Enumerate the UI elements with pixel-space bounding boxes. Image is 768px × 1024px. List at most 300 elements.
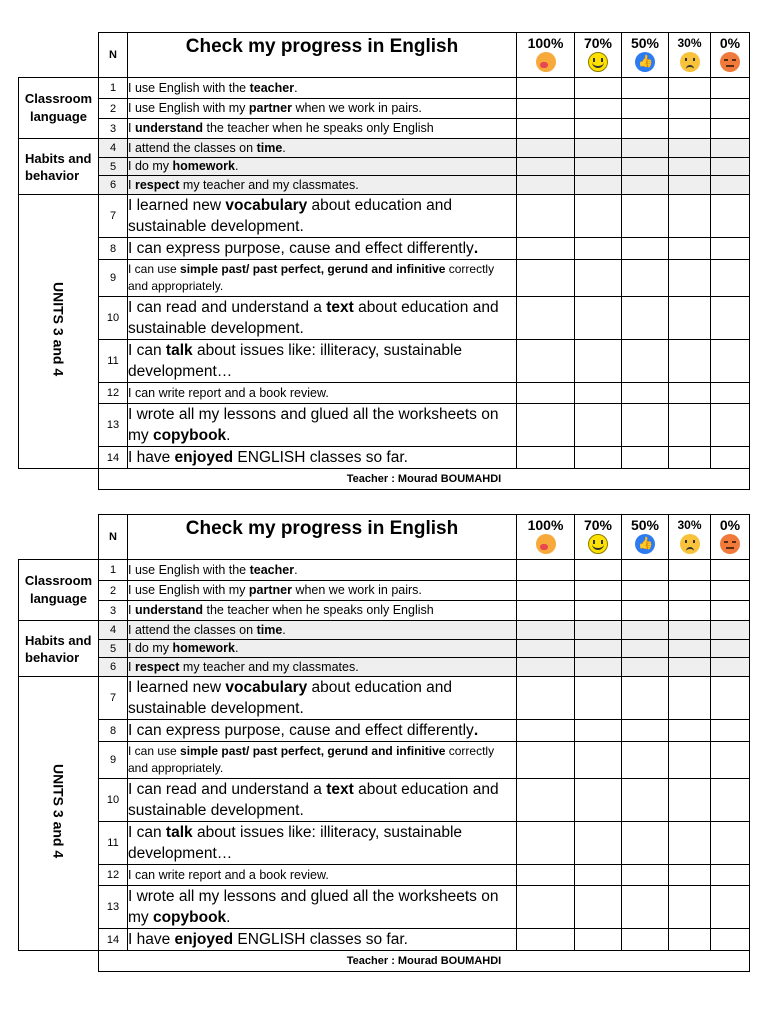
item-statement <box>128 886 517 929</box>
rating-checkbox[interactable] <box>622 601 669 621</box>
item-number: 6 <box>99 658 128 677</box>
rating-checkbox[interactable] <box>669 176 711 195</box>
item-number: 11 <box>99 340 128 383</box>
rating-checkbox[interactable] <box>622 658 669 677</box>
rating-checkbox[interactable] <box>669 560 711 581</box>
statement-keyword: simple past/ past perfect, gerund and infinitive <box>180 744 446 758</box>
checklist-row <box>19 238 750 260</box>
level-label: 0% <box>719 35 741 51</box>
statement-keyword: enjoyed <box>174 931 234 948</box>
rating-checkbox[interactable] <box>711 447 750 469</box>
rating-checkbox[interactable] <box>711 929 750 951</box>
statement-text-end: correctly and appropriately. <box>128 744 495 775</box>
statement-text: I <box>128 603 135 617</box>
statement-keyword: homework <box>172 159 235 173</box>
item-number: 10 <box>99 779 128 822</box>
rating-checkbox[interactable] <box>711 99 750 119</box>
item-number: 8 <box>99 238 128 260</box>
item-number: 5 <box>99 158 128 176</box>
level-label: 70% <box>583 517 613 533</box>
checklist-row <box>19 677 750 720</box>
rating-checkbox[interactable] <box>575 297 622 340</box>
checklist-row <box>19 560 750 581</box>
rating-checkbox[interactable] <box>517 720 575 742</box>
statement-keyword: partner <box>248 101 292 115</box>
statement-text: I can express purpose, cause and effect differently <box>128 240 474 257</box>
rating-checkbox[interactable] <box>575 621 622 640</box>
level-label: 50% <box>630 35 660 51</box>
rating-checkbox[interactable] <box>669 383 711 404</box>
statement-keyword: enjoyed <box>174 449 234 466</box>
checklist-row <box>19 297 750 340</box>
rating-checkbox[interactable] <box>669 297 711 340</box>
rating-checkbox[interactable] <box>575 581 622 601</box>
rating-checkbox[interactable] <box>575 340 622 383</box>
rating-checkbox[interactable] <box>669 404 711 447</box>
rating-checkbox[interactable] <box>669 139 711 158</box>
item-statement <box>128 621 517 640</box>
rating-checkbox[interactable] <box>575 383 622 404</box>
corner-blank <box>19 33 99 78</box>
statement-text: I <box>128 177 135 192</box>
level-label: 30% <box>677 518 702 532</box>
rating-checkbox[interactable] <box>517 158 575 176</box>
item-number: 13 <box>99 404 128 447</box>
rating-checkbox[interactable] <box>622 822 669 865</box>
statement-text: I can write report and a book review. <box>128 867 329 882</box>
rating-checkbox[interactable] <box>575 742 622 779</box>
checklist-row <box>19 779 750 822</box>
rating-checkbox[interactable] <box>669 621 711 640</box>
item-statement <box>128 822 517 865</box>
progress-table <box>18 514 750 972</box>
level-label: 0% <box>719 517 741 533</box>
statement-keyword: vocabulary <box>225 197 308 214</box>
item-number: 11 <box>99 822 128 865</box>
rating-checkbox[interactable] <box>517 176 575 195</box>
rating-checkbox[interactable] <box>622 621 669 640</box>
statement-text-end: . <box>282 622 286 637</box>
item-statement <box>128 677 517 720</box>
item-statement <box>128 99 517 119</box>
rating-checkbox[interactable] <box>711 581 750 601</box>
units-label: UNITS 3 and 4 <box>50 763 67 859</box>
statement-text-end: the teacher when he speaks only English <box>203 121 434 135</box>
rating-checkbox[interactable] <box>711 195 750 238</box>
rating-checkbox[interactable] <box>622 176 669 195</box>
rating-checkbox[interactable] <box>711 383 750 404</box>
checklist-row <box>19 260 750 297</box>
statement-keyword: copybook <box>152 909 227 926</box>
rating-checkbox[interactable] <box>711 886 750 929</box>
rating-checkbox[interactable] <box>711 658 750 677</box>
rating-checkbox[interactable] <box>669 658 711 677</box>
rating-checkbox[interactable] <box>575 865 622 886</box>
rating-checkbox[interactable] <box>711 640 750 658</box>
item-number: 6 <box>99 176 128 195</box>
statement-text-end: . <box>294 562 298 577</box>
footer-row <box>19 469 750 490</box>
rating-checkbox[interactable] <box>517 139 575 158</box>
rating-checkbox[interactable] <box>575 195 622 238</box>
checklist-row <box>19 99 750 119</box>
rating-checkbox[interactable] <box>622 779 669 822</box>
item-statement <box>128 383 517 404</box>
rating-checkbox[interactable] <box>711 139 750 158</box>
rating-checkbox[interactable] <box>575 176 622 195</box>
statement-text: I can use <box>128 262 181 276</box>
item-statement <box>128 340 517 383</box>
teacher-credit: Teacher : Mourad BOUMAHDI <box>99 951 750 972</box>
rating-checkbox[interactable] <box>711 238 750 260</box>
rating-checkbox[interactable] <box>575 238 622 260</box>
statement-text-end: my teacher and my classmates. <box>179 177 359 192</box>
statement-keyword: copybook <box>152 427 227 444</box>
rating-checkbox[interactable] <box>517 621 575 640</box>
checklist-row <box>19 78 750 99</box>
item-number: 8 <box>99 720 128 742</box>
item-statement <box>128 929 517 951</box>
rating-checkbox[interactable] <box>711 176 750 195</box>
statement-text-end: my teacher and my classmates. <box>179 659 359 674</box>
rating-checkbox[interactable] <box>517 581 575 601</box>
rating-checkbox[interactable] <box>711 560 750 581</box>
statement-keyword: . <box>473 722 479 739</box>
statement-text: I do my <box>128 641 173 655</box>
statement-keyword: understand <box>134 603 204 617</box>
level-label: 100% <box>527 35 564 51</box>
statement-text-end: about issues like: illiteracy, sustainable development… <box>128 342 463 380</box>
checklist-row <box>19 601 750 621</box>
rating-checkbox[interactable] <box>711 119 750 139</box>
rating-checkbox[interactable] <box>517 447 575 469</box>
item-number: 1 <box>99 78 128 99</box>
item-statement <box>128 640 517 658</box>
level-header-50pct <box>622 515 669 560</box>
statement-text-end: when we work in pairs. <box>291 583 422 597</box>
rating-checkbox[interactable] <box>517 677 575 720</box>
rating-checkbox[interactable] <box>669 260 711 297</box>
rating-checkbox[interactable] <box>517 340 575 383</box>
rating-checkbox[interactable] <box>669 742 711 779</box>
rating-checkbox[interactable] <box>711 822 750 865</box>
rating-checkbox[interactable] <box>575 447 622 469</box>
statement-keyword: talk <box>165 824 193 841</box>
statement-keyword: time <box>256 140 283 155</box>
rating-checkbox[interactable] <box>711 865 750 886</box>
rating-checkbox[interactable] <box>575 779 622 822</box>
statement-text: I use English with the <box>128 80 250 95</box>
rating-checkbox[interactable] <box>517 658 575 677</box>
rating-checkbox[interactable] <box>711 260 750 297</box>
rating-checkbox[interactable] <box>711 78 750 99</box>
rating-checkbox[interactable] <box>669 119 711 139</box>
rating-checkbox[interactable] <box>711 340 750 383</box>
level-header-30pct <box>669 33 711 78</box>
rating-checkbox[interactable] <box>622 99 669 119</box>
item-statement <box>128 297 517 340</box>
checklist-row <box>19 865 750 886</box>
statement-keyword: time <box>256 622 283 637</box>
statement-text-end: the teacher when he speaks only English <box>203 603 434 617</box>
footer-row <box>19 951 750 972</box>
item-statement <box>128 158 517 176</box>
rating-checkbox[interactable] <box>575 929 622 951</box>
rating-checkbox[interactable] <box>622 640 669 658</box>
checklist-row <box>19 621 750 640</box>
checklist-row <box>19 158 750 176</box>
statement-keyword: understand <box>134 121 204 135</box>
rating-checkbox[interactable] <box>622 139 669 158</box>
statement-keyword: . <box>473 240 479 257</box>
footer-spacer <box>19 469 99 490</box>
checklist-row <box>19 195 750 238</box>
rating-checkbox[interactable] <box>517 779 575 822</box>
rating-checkbox[interactable] <box>517 560 575 581</box>
rating-checkbox[interactable] <box>669 929 711 951</box>
rating-checkbox[interactable] <box>575 99 622 119</box>
category-units <box>19 195 99 469</box>
level-header-70pct <box>575 515 622 560</box>
item-number: 10 <box>99 297 128 340</box>
progress-sheet-1 <box>0 32 768 494</box>
rating-checkbox[interactable] <box>622 119 669 139</box>
rating-checkbox[interactable] <box>517 297 575 340</box>
rating-checkbox[interactable] <box>575 139 622 158</box>
statement-text: I can read and understand a <box>128 299 327 316</box>
checklist-row <box>19 383 750 404</box>
rating-checkbox[interactable] <box>622 404 669 447</box>
statement-text: I attend the classes on <box>128 622 257 637</box>
rating-checkbox[interactable] <box>711 677 750 720</box>
statement-text: I wrote all my lessons and glued all the worksheets on my <box>128 406 499 444</box>
item-number: 14 <box>99 447 128 469</box>
rating-checkbox[interactable] <box>669 720 711 742</box>
rating-checkbox[interactable] <box>517 640 575 658</box>
statement-text: I can <box>128 342 166 359</box>
rating-checkbox[interactable] <box>622 742 669 779</box>
statement-text-end: about issues like: illiteracy, sustainable development… <box>128 824 463 862</box>
statement-text: I use English with my <box>128 583 249 597</box>
item-statement <box>128 238 517 260</box>
checklist-row <box>19 742 750 779</box>
rating-checkbox[interactable] <box>622 340 669 383</box>
sheet-title: Check my progress in English <box>128 33 517 78</box>
item-number: 1 <box>99 560 128 581</box>
rating-checkbox[interactable] <box>669 886 711 929</box>
rating-checkbox[interactable] <box>622 260 669 297</box>
hugging-face-icon <box>536 52 556 72</box>
rating-checkbox[interactable] <box>669 99 711 119</box>
item-statement <box>128 601 517 621</box>
rating-checkbox[interactable] <box>622 560 669 581</box>
level-header-100pct <box>517 515 575 560</box>
rating-checkbox[interactable] <box>669 195 711 238</box>
units-label: UNITS 3 and 4 <box>50 281 67 377</box>
teacher-credit: Teacher : Mourad BOUMAHDI <box>99 469 750 490</box>
rating-checkbox[interactable] <box>669 822 711 865</box>
level-header-30pct <box>669 515 711 560</box>
sad-face-icon <box>680 52 700 72</box>
rating-checkbox[interactable] <box>669 779 711 822</box>
rating-checkbox[interactable] <box>517 383 575 404</box>
rating-checkbox[interactable] <box>622 195 669 238</box>
statement-text-end: about education and sustainable development. <box>128 781 499 819</box>
rating-checkbox[interactable] <box>622 720 669 742</box>
rating-checkbox[interactable] <box>669 238 711 260</box>
rating-checkbox[interactable] <box>669 581 711 601</box>
rating-checkbox[interactable] <box>517 929 575 951</box>
rating-checkbox[interactable] <box>575 677 622 720</box>
rating-checkbox[interactable] <box>517 886 575 929</box>
statement-keyword: teacher <box>249 562 295 577</box>
item-number: 7 <box>99 677 128 720</box>
statement-keyword: respect <box>134 177 180 192</box>
statement-text-end: about education and sustainable development. <box>128 197 453 235</box>
statement-text-end: . <box>234 641 239 655</box>
checklist-row <box>19 886 750 929</box>
rating-checkbox[interactable] <box>575 119 622 139</box>
smiley-face-icon <box>588 52 608 72</box>
item-number: 3 <box>99 601 128 621</box>
rating-checkbox[interactable] <box>622 78 669 99</box>
checklist-row <box>19 822 750 865</box>
rating-checkbox[interactable] <box>517 99 575 119</box>
rating-checkbox[interactable] <box>622 581 669 601</box>
item-number: 2 <box>99 99 128 119</box>
rating-checkbox[interactable] <box>711 158 750 176</box>
progress-table <box>18 32 750 490</box>
rating-checkbox[interactable] <box>622 158 669 176</box>
statement-keyword: teacher <box>249 80 295 95</box>
statement-keyword: vocabulary <box>225 679 308 696</box>
level-header-70pct <box>575 33 622 78</box>
statement-text: I can express purpose, cause and effect differently <box>128 722 474 739</box>
checklist-row <box>19 139 750 158</box>
rating-checkbox[interactable] <box>622 865 669 886</box>
statement-text: I use English with the <box>128 562 250 577</box>
rating-checkbox[interactable] <box>669 677 711 720</box>
rating-checkbox[interactable] <box>517 822 575 865</box>
rating-checkbox[interactable] <box>669 158 711 176</box>
statement-text: I <box>128 121 135 135</box>
rating-checkbox[interactable] <box>575 822 622 865</box>
rating-checkbox[interactable] <box>517 260 575 297</box>
rating-checkbox[interactable] <box>575 404 622 447</box>
rating-checkbox[interactable] <box>669 447 711 469</box>
progress-sheet-2 <box>0 514 768 976</box>
statement-text: I can use <box>128 744 181 758</box>
statement-text-end: . <box>234 159 239 173</box>
rating-checkbox[interactable] <box>575 640 622 658</box>
rating-checkbox[interactable] <box>575 78 622 99</box>
checklist-row <box>19 658 750 677</box>
item-number: 14 <box>99 929 128 951</box>
statement-text-end: . <box>226 909 231 926</box>
rating-checkbox[interactable] <box>711 621 750 640</box>
statement-text: I wrote all my lessons and glued all the worksheets on my <box>128 888 499 926</box>
rating-checkbox[interactable] <box>711 297 750 340</box>
angry-face-icon <box>720 534 740 554</box>
rating-checkbox[interactable] <box>669 340 711 383</box>
rating-checkbox[interactable] <box>622 929 669 951</box>
statement-text-end: ENGLISH classes so far. <box>233 449 408 466</box>
rating-checkbox[interactable] <box>575 260 622 297</box>
rating-checkbox[interactable] <box>669 865 711 886</box>
rating-checkbox[interactable] <box>517 404 575 447</box>
level-header-0pct <box>711 515 750 560</box>
statement-text: I learned new <box>128 679 226 696</box>
statement-keyword: respect <box>134 659 180 674</box>
thumbs-up-icon <box>635 534 655 554</box>
statement-text: I do my <box>128 159 173 173</box>
rating-checkbox[interactable] <box>517 865 575 886</box>
rating-checkbox[interactable] <box>575 158 622 176</box>
rating-checkbox[interactable] <box>669 640 711 658</box>
rating-checkbox[interactable] <box>622 238 669 260</box>
item-number: 9 <box>99 260 128 297</box>
rating-checkbox[interactable] <box>622 447 669 469</box>
corner-blank <box>19 515 99 560</box>
rating-checkbox[interactable] <box>517 742 575 779</box>
statement-keyword: text <box>326 299 354 316</box>
statement-text-end: when we work in pairs. <box>291 101 422 115</box>
checklist-row <box>19 447 750 469</box>
item-statement <box>128 720 517 742</box>
rating-checkbox[interactable] <box>575 886 622 929</box>
rating-checkbox[interactable] <box>622 886 669 929</box>
rating-checkbox[interactable] <box>711 779 750 822</box>
rating-checkbox[interactable] <box>622 297 669 340</box>
item-number: 12 <box>99 865 128 886</box>
category-habits-behavior: Habits and behavior <box>19 139 99 195</box>
statement-text: I learned new <box>128 197 226 214</box>
rating-checkbox[interactable] <box>575 560 622 581</box>
rating-checkbox[interactable] <box>669 601 711 621</box>
rating-checkbox[interactable] <box>575 720 622 742</box>
rating-checkbox[interactable] <box>517 119 575 139</box>
item-statement <box>128 195 517 238</box>
rating-checkbox[interactable] <box>622 383 669 404</box>
rating-checkbox[interactable] <box>711 742 750 779</box>
rating-checkbox[interactable] <box>517 195 575 238</box>
item-statement <box>128 865 517 886</box>
item-number: 2 <box>99 581 128 601</box>
rating-checkbox[interactable] <box>711 601 750 621</box>
rating-checkbox[interactable] <box>575 601 622 621</box>
rating-checkbox[interactable] <box>711 720 750 742</box>
level-label: 30% <box>677 36 702 50</box>
checklist-row <box>19 119 750 139</box>
rating-checkbox[interactable] <box>575 658 622 677</box>
hugging-face-icon <box>536 534 556 554</box>
item-number: 13 <box>99 886 128 929</box>
rating-checkbox[interactable] <box>669 78 711 99</box>
statement-text: I have <box>128 449 175 466</box>
rating-checkbox[interactable] <box>517 78 575 99</box>
rating-checkbox[interactable] <box>517 601 575 621</box>
rating-checkbox[interactable] <box>622 677 669 720</box>
level-header-50pct <box>622 33 669 78</box>
thumbs-up-icon <box>635 52 655 72</box>
item-statement <box>128 447 517 469</box>
statement-keyword: partner <box>248 583 292 597</box>
rating-checkbox[interactable] <box>711 404 750 447</box>
level-label: 50% <box>630 517 660 533</box>
statement-text: I attend the classes on <box>128 140 257 155</box>
item-statement <box>128 560 517 581</box>
rating-checkbox[interactable] <box>517 238 575 260</box>
